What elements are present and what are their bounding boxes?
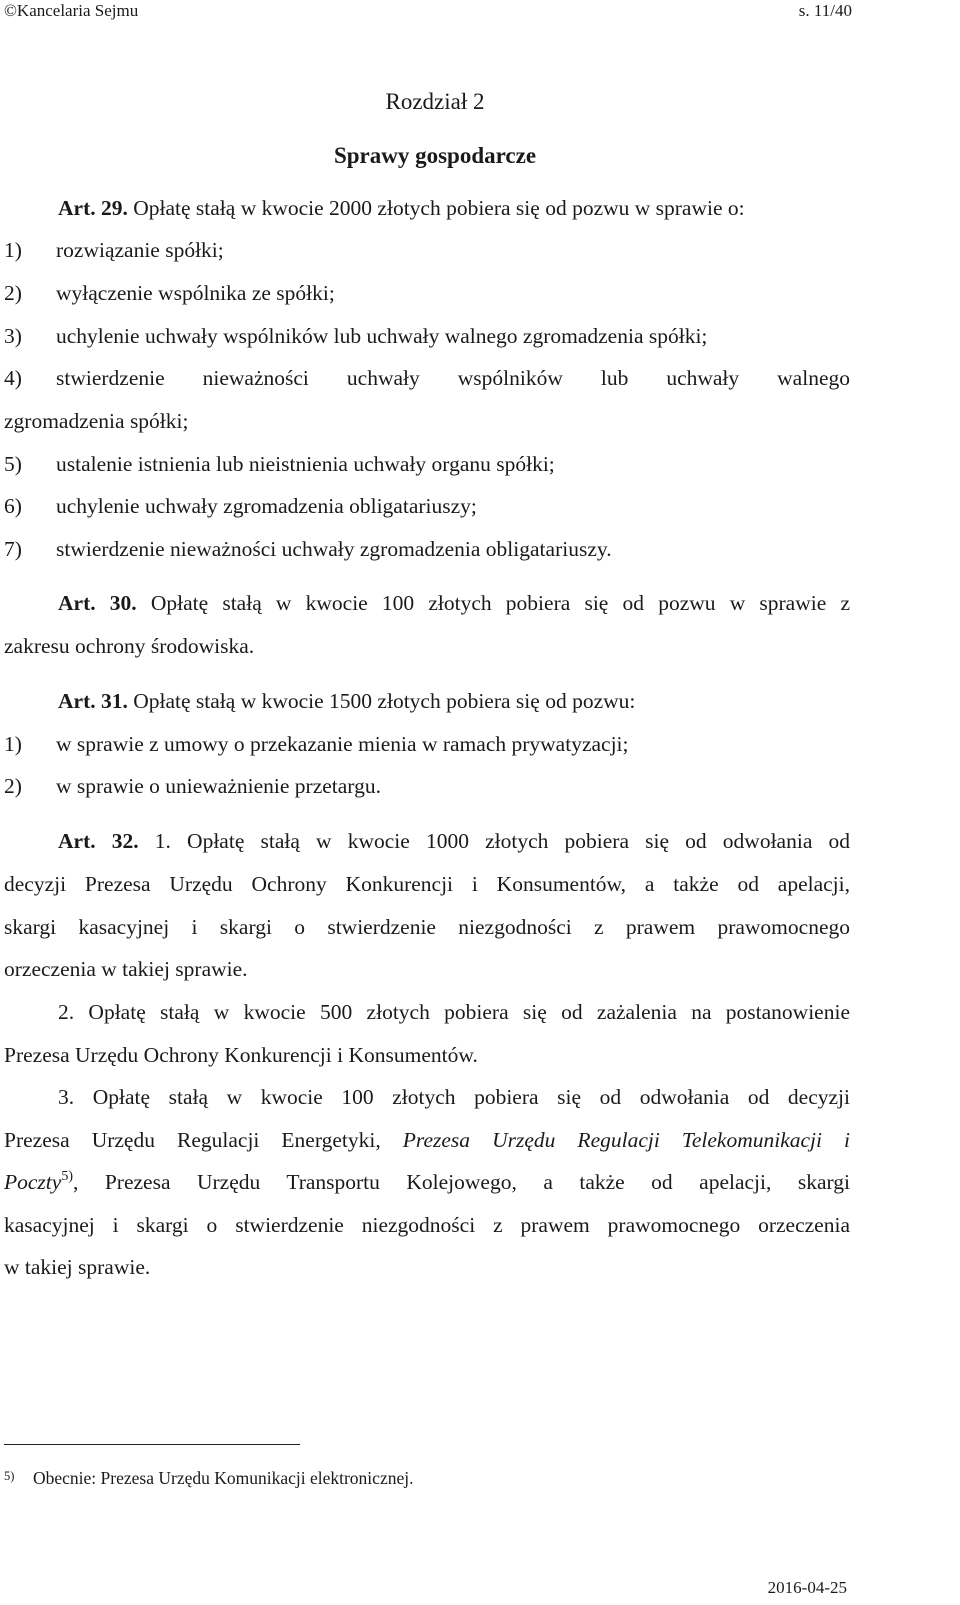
art31-item — [4, 729, 850, 759]
art32-line — [58, 826, 850, 856]
item-number: 5) — [4, 452, 22, 476]
art32-line: decyzji Prezesa Urzędu Ochrony Konkurencji i Konsumentów, a także od apelacji, — [4, 872, 850, 896]
item-text: uchylenie uchwały zgromadzenia obligatariuszy; — [56, 494, 477, 518]
art32-p3-line — [4, 1125, 850, 1155]
footnote-mark: 5) — [4, 1469, 15, 1483]
art29-item — [4, 491, 850, 521]
item-number: 7) — [4, 537, 22, 561]
art29-text: Opłatę stałą w kwocie 2000 złotych pobiera się od pozwu w sprawie o: — [127, 196, 745, 220]
art30-line: zakresu ochrony środowiska. — [4, 634, 255, 658]
item-text: stwierdzenie nieważności uchwały wspólników lub uchwały walnego — [56, 366, 850, 390]
item-text: stwierdzenie nieważności uchwały zgromadzenia obligatariuszy. — [56, 537, 612, 561]
header-source: ©Kancelaria Sejmu — [4, 1, 139, 20]
item-text: w sprawie o unieważnienie przetargu. — [56, 774, 381, 798]
item-text: rozwiązanie spółki; — [56, 238, 224, 262]
footnote-reference[interactable]: 5) — [61, 1169, 73, 1184]
art32-paragraph-number: 1. — [138, 829, 171, 853]
art29-item — [4, 363, 850, 393]
item-number: 2) — [4, 774, 22, 798]
art32-p2-line: Prezesa Urzędu Ochrony Konkurencji i Konsumentów. — [4, 1043, 478, 1067]
art32-label: Art. 32. — [58, 829, 139, 853]
art29-item — [4, 321, 850, 351]
art29-label: Art. 29. — [58, 196, 128, 220]
art30-text: Opłatę stałą w kwocie 100 złotych pobiera się od pozwu w sprawie z — [136, 591, 850, 615]
art30-line — [58, 588, 850, 618]
art32-p3-line: w takiej sprawie. — [4, 1255, 151, 1279]
art32-text: Opłatę stałą w kwocie 1000 złotych pobiera się od odwołania od — [170, 829, 851, 853]
footnote-text: Obecnie: Prezesa Urzędu Komunikacji elektronicznej. — [33, 1468, 414, 1488]
art32-p3-line: 3. Opłatę stałą w kwocie 100 złotych pobiera się od odwołania od decyzji — [58, 1085, 850, 1109]
art32-p3-line: kasacyjnej i skargi o stwierdzenie niezgodności z prawem prawomocnego orzeczenia — [4, 1213, 850, 1237]
art31-label: Art. 31. — [58, 689, 128, 713]
art29-item — [4, 534, 850, 564]
item-text: w sprawie z umowy o przekazanie mienia w ramach prywatyzacji; — [56, 732, 629, 756]
art32-line: skargi kasacyjnej i skargi o stwierdzenie niezgodności z prawem prawomocnego — [4, 915, 850, 939]
art32-p3-italic: Prezesa Urzędu Regulacji Telekomunikacji i — [402, 1128, 850, 1152]
item-text: wyłączenie wspólnika ze spółki; — [56, 281, 335, 305]
item-text: uchylenie uchwały wspólników lub uchwały walnego zgromadzenia spółki; — [56, 324, 708, 348]
document-date: 2016-04-25 — [767, 1578, 847, 1597]
art31-intro — [58, 686, 850, 716]
art29-item — [4, 449, 850, 479]
item-number: 1) — [4, 732, 22, 756]
footnote-divider — [4, 1444, 300, 1445]
art32-p3-italic: Poczty — [4, 1170, 62, 1194]
chapter-subject: Sprawy gospodarcze — [333, 143, 537, 168]
chapter-title: Rozdział 2 — [385, 89, 485, 114]
art30-label: Art. 30. — [58, 591, 137, 615]
item-number: 3) — [4, 324, 22, 348]
item-text: ustalenie istnienia lub nieistnienia uchwały organu spółki; — [56, 452, 555, 476]
item-number: 2) — [4, 281, 22, 305]
art31-item — [4, 771, 850, 801]
art29-intro — [58, 193, 850, 223]
art29-item — [4, 278, 850, 308]
art32-p3-line — [4, 1167, 850, 1197]
art29-item-continuation: zgromadzenia spółki; — [4, 409, 189, 433]
art32-line: orzeczenia w takiej sprawie. — [4, 957, 248, 981]
art32-p3-text: , Prezesa Urzędu Transportu Kolejowego, a także od apelacji, skargi — [72, 1170, 850, 1194]
art31-text: Opłatę stałą w kwocie 1500 złotych pobiera się od pozwu: — [127, 689, 636, 713]
page-number: s. 11/40 — [798, 1, 852, 20]
item-number: 4) — [4, 366, 22, 390]
item-number: 1) — [4, 238, 22, 262]
art32-p3-text: Prezesa Urzędu Regulacji Energetyki, — [4, 1128, 403, 1152]
art29-item — [4, 235, 850, 265]
item-number: 6) — [4, 494, 22, 518]
art32-p2-line: 2. Opłatę stałą w kwocie 500 złotych pobiera się od zażalenia na postanowienie — [58, 1000, 850, 1024]
